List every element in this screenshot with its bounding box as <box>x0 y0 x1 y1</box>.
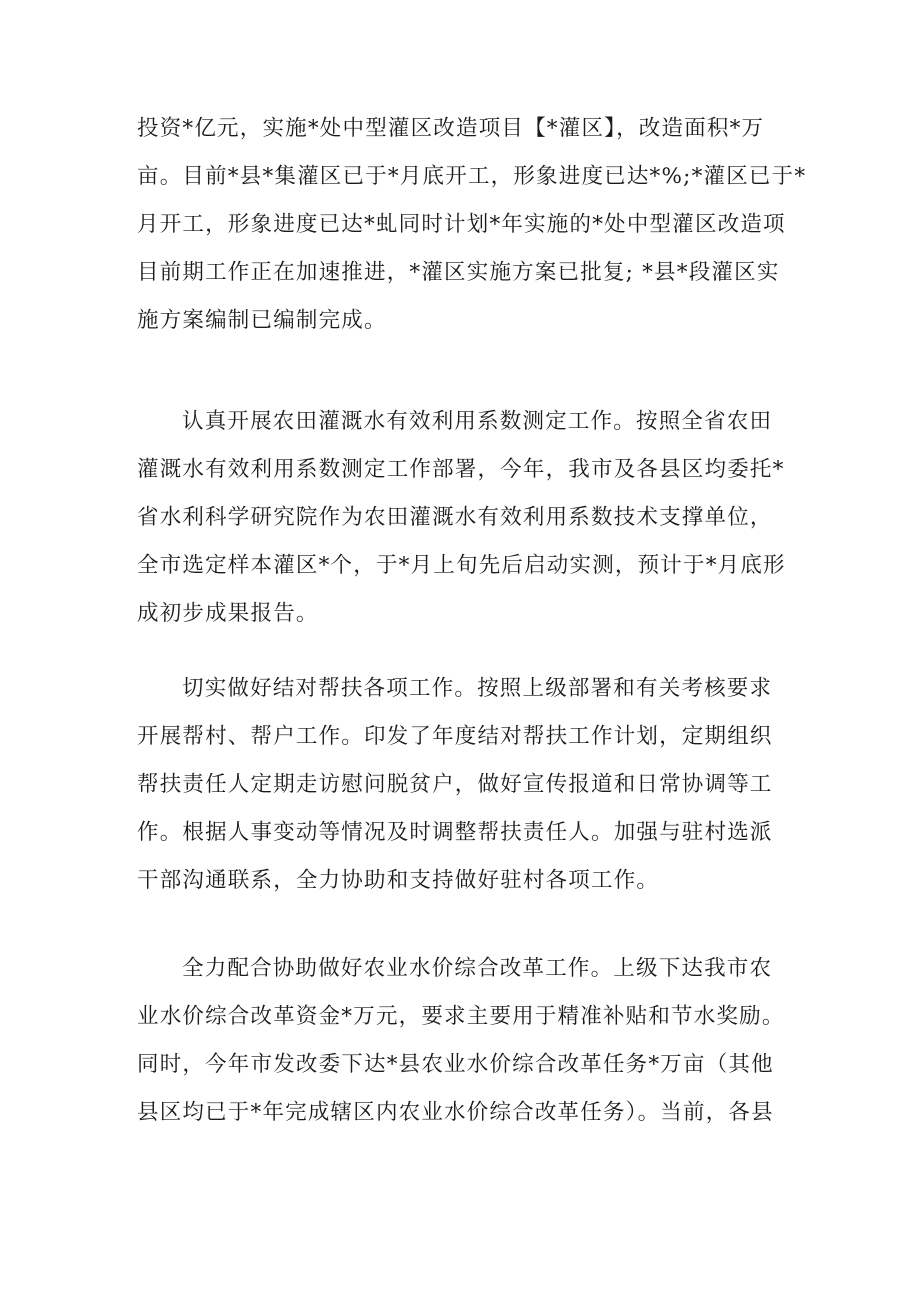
text-line: 切实做好结对帮扶各项工作。按照上级部署和有关考核要求 <box>182 676 773 701</box>
text-line: 月开工，形象进度已达*虬同时计划*年实施的*处中型灌区改造项 <box>137 212 786 237</box>
text-line: 施方案编制已编制完成。 <box>137 308 387 333</box>
text-line: 投资*亿元，实施*处中型灌区改造项目【*灌区】，改造面积*万 <box>137 116 765 141</box>
text-line: 认真开展农田灌溉水有效利用系数测定工作。按照全省农田 <box>182 409 773 434</box>
text-line: 灌溉水有效利用系数测定工作部署，今年，我市及各县区均委托* <box>137 457 785 482</box>
text-line: 亩。目前*县*集灌区已于*月底开工，形象进度已达*%;*灌区已于* <box>137 164 807 189</box>
text-line: 目前期工作正在加速推进，*灌区实施方案已批复; *县*段灌区实 <box>137 260 780 285</box>
paragraph-irrigation-investment <box>137 105 807 345</box>
text-line: 业水价综合改革资金*万元，要求主要用于精准补贴和节水奖励。 <box>137 1004 785 1029</box>
text-line: 全力配合协助做好农业水价综合改革工作。上级下达我市农 <box>182 956 773 981</box>
paragraph-paired-assistance <box>137 665 797 905</box>
text-line: 干部沟通联系，全力协助和支持做好驻村各项工作。 <box>137 868 660 893</box>
text-line: 县区均已于*年完成辖区内农业水价综合改革任务）。当前，各县 <box>137 1100 774 1125</box>
text-line: 全市选定样本灌区*个，于*月上旬先后启动实测，预计于*月底形 <box>137 553 786 578</box>
paragraph-water-price-reform <box>137 945 797 1137</box>
text-line: 同时，今年市发改委下达*县农业水价综合改革任务*万亩（其他 <box>137 1052 774 1077</box>
text-line: 开展帮村、帮户工作。印发了年度结对帮扶工作计划，定期组织 <box>137 724 773 749</box>
text-line: 成初步成果报告。 <box>137 601 319 626</box>
text-line: 帮扶责任人定期走访慰问脱贫户，做好宣传报道和日常协调等工 <box>137 772 773 797</box>
text-line: 省水利科学研究院作为农田灌溉水有效利用系数技术支撑单位， <box>137 505 773 530</box>
text-line: 作。根据人事变动等情况及时调整帮扶责任人。加强与驻村选派 <box>137 820 773 845</box>
paragraph-water-coefficient <box>137 398 797 638</box>
